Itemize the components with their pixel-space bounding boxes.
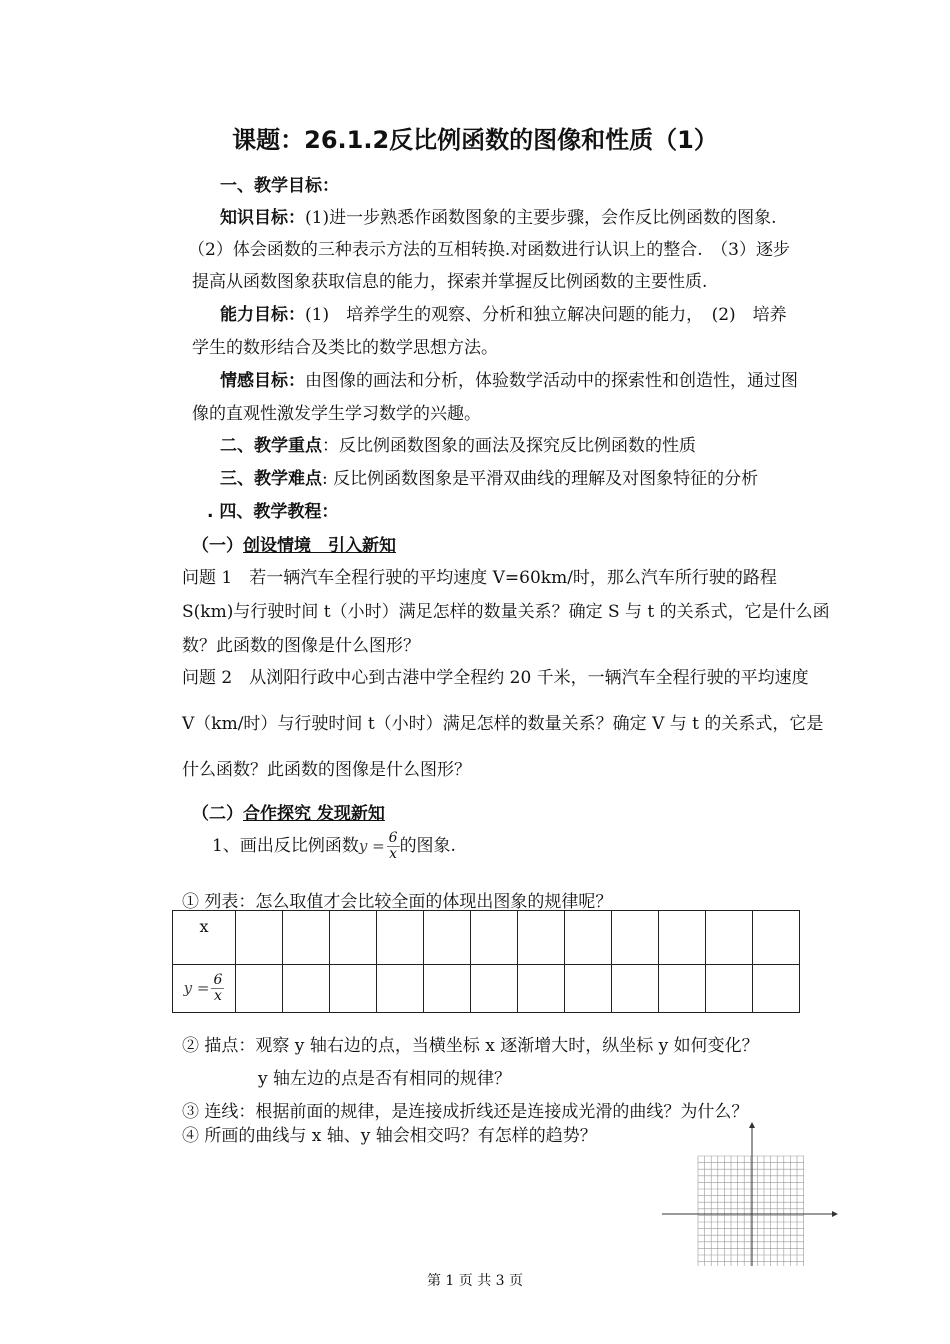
knowledge-goal-line1 [220,208,776,228]
page-footer: 第 1 页 共 3 页 [426,1273,524,1289]
table-cell[interactable] [565,965,612,1013]
table-cell[interactable] [565,911,612,965]
part1-heading [192,536,396,556]
table-y-fraction [211,973,224,1004]
table-header-y [173,965,236,1013]
section-objectives: 一、教学目标： [220,176,339,196]
table-row [173,911,800,965]
step3-connect: ③ 连线：根据前面的规律，是连接成折线还是连接成光滑的曲线？为什么？ [182,1102,749,1122]
task1-prefix: 1、画出反比例函数 [212,836,359,856]
table-cell[interactable] [330,965,377,1013]
table-cell[interactable] [706,911,753,965]
question2-line2: V（km/时）与行驶时间 t（小时）满足怎样的数量关系？确定 V 与 t 的关系式，它是 [182,714,824,734]
part1-prefix: （一） [192,536,243,556]
table-cell[interactable] [518,965,565,1013]
table-cell[interactable] [659,911,706,965]
x-axis-arrow [832,1211,838,1217]
ability-goal-line2: 学生的数形结合及类比的数学思想方法。 [192,338,498,358]
table-y-lhs: y = [183,979,210,997]
knowledge-goal-text1: (1)进一步熟悉作函数图象的主要步骤，会作反比例函数的图象. [305,208,777,228]
emotion-goal-label: 情感目标： [220,371,305,391]
table-cell[interactable] [518,911,565,965]
part2-heading [192,804,385,824]
difficulties-text: : 反比例函数图象是平滑双曲线的理解及对图象特征的分析 [322,469,759,489]
table-cell[interactable] [471,911,518,965]
table-cell[interactable] [236,911,283,965]
table-cell[interactable] [471,965,518,1013]
question1-line2: S(km)与行驶时间 t（小时）满足怎样的数量关系？确定 S 与 t 的关系式，它是什么函 [182,602,830,622]
formula-numerator: 6 [388,830,398,846]
formula-fraction [387,831,400,862]
table-y-numerator: 6 [213,972,223,988]
task1-line [212,826,456,866]
ability-goal-line1 [220,305,787,325]
question2-line1: 问题 2 从浏阳行政中心到古港中学全程约 20 千米，一辆汽车全程行驶的平均速度 [182,668,809,688]
table-cell[interactable] [377,911,424,965]
table-cell[interactable] [283,911,330,965]
coordinate-grid-diagram [660,1120,840,1270]
task1-suffix: 的图象. [399,836,456,856]
question1-line1: 问题 1 若一辆汽车全程行驶的平均速度 V=60km/时，那么汽车所行驶的路程 [182,568,777,588]
table-cell[interactable] [283,965,330,1013]
part2-prefix: （二） [192,804,243,824]
table-cell[interactable] [236,965,283,1013]
formula-lhs: y = [358,837,385,855]
emotion-goal-line1 [220,371,798,391]
knowledge-goal-line2: （2）体会函数的三种表示方法的互相转换.对函数进行认识上的整合. （3）逐步 [188,240,790,260]
table-cell[interactable] [753,965,800,1013]
table-cell[interactable] [377,965,424,1013]
ability-goal-text1: (1) 培养学生的观察、分析和独立解决问题的能力， (2) 培养 [305,305,787,325]
emotion-goal-text1: 由图像的画法和分析，体验数学活动中的探索性和创造性，通过图 [305,371,798,391]
page-title: 课题：26.1.2反比例函数的图像和性质（1） [232,126,718,154]
table-cell[interactable] [424,911,471,965]
knowledge-goal-label: 知识目标： [220,208,305,228]
table-cell[interactable] [659,965,706,1013]
part2-title: 合作探究 发现新知 [243,804,385,824]
question2-line3: 什么函数？此函数的图像是什么图形？ [182,760,471,780]
ability-goal-label: 能力目标： [220,305,305,325]
key-points-text: ：反比例函数图象的画法及探究反比例函数的性质 [322,436,696,456]
table-cell[interactable] [612,965,659,1013]
difficulties-label: 三、教学难点 [220,469,322,489]
section-difficulties [220,469,758,489]
table-cell[interactable] [753,911,800,965]
step2-plot: ② 描点：观察 y 轴右边的点，当横坐标 x 逐渐增大时，纵坐标 y 如何变化？ [182,1036,759,1056]
table-row [173,965,800,1013]
table-cell[interactable] [612,911,659,965]
section-procedure: . 四、教学教程： [207,502,339,522]
section-key-points [220,436,696,456]
table-y-denominator: x [213,988,222,1004]
part1-title: 创设情境 引入新知 [243,536,396,556]
knowledge-goal-line3: 提高从函数图象获取信息的能力，探索并掌握反比例函数的主要性质. [192,272,708,292]
question1-line3: 数？此函数的图像是什么图形？ [182,636,420,656]
value-table [172,910,800,1013]
table-cell[interactable] [330,911,377,965]
step2-plot-continued: y 轴左边的点是否有相同的规律？ [258,1069,512,1089]
key-points-label: 二、教学重点 [220,436,322,456]
emotion-goal-line2: 像的直观性激发学生学习数学的兴趣。 [192,404,481,424]
step4-trend: ④ 所画的曲线与 x 轴、y 轴会相交吗？有怎样的趋势？ [182,1126,597,1146]
table-cell[interactable] [424,965,471,1013]
step1-tabulate: ① 列表：怎么取值才会比较全面的体现出图象的规律呢？ [182,892,613,912]
table-cell[interactable] [706,965,753,1013]
y-axis-arrow [749,1122,755,1128]
table-header-x: x [173,911,236,965]
formula-denominator: x [389,846,398,862]
